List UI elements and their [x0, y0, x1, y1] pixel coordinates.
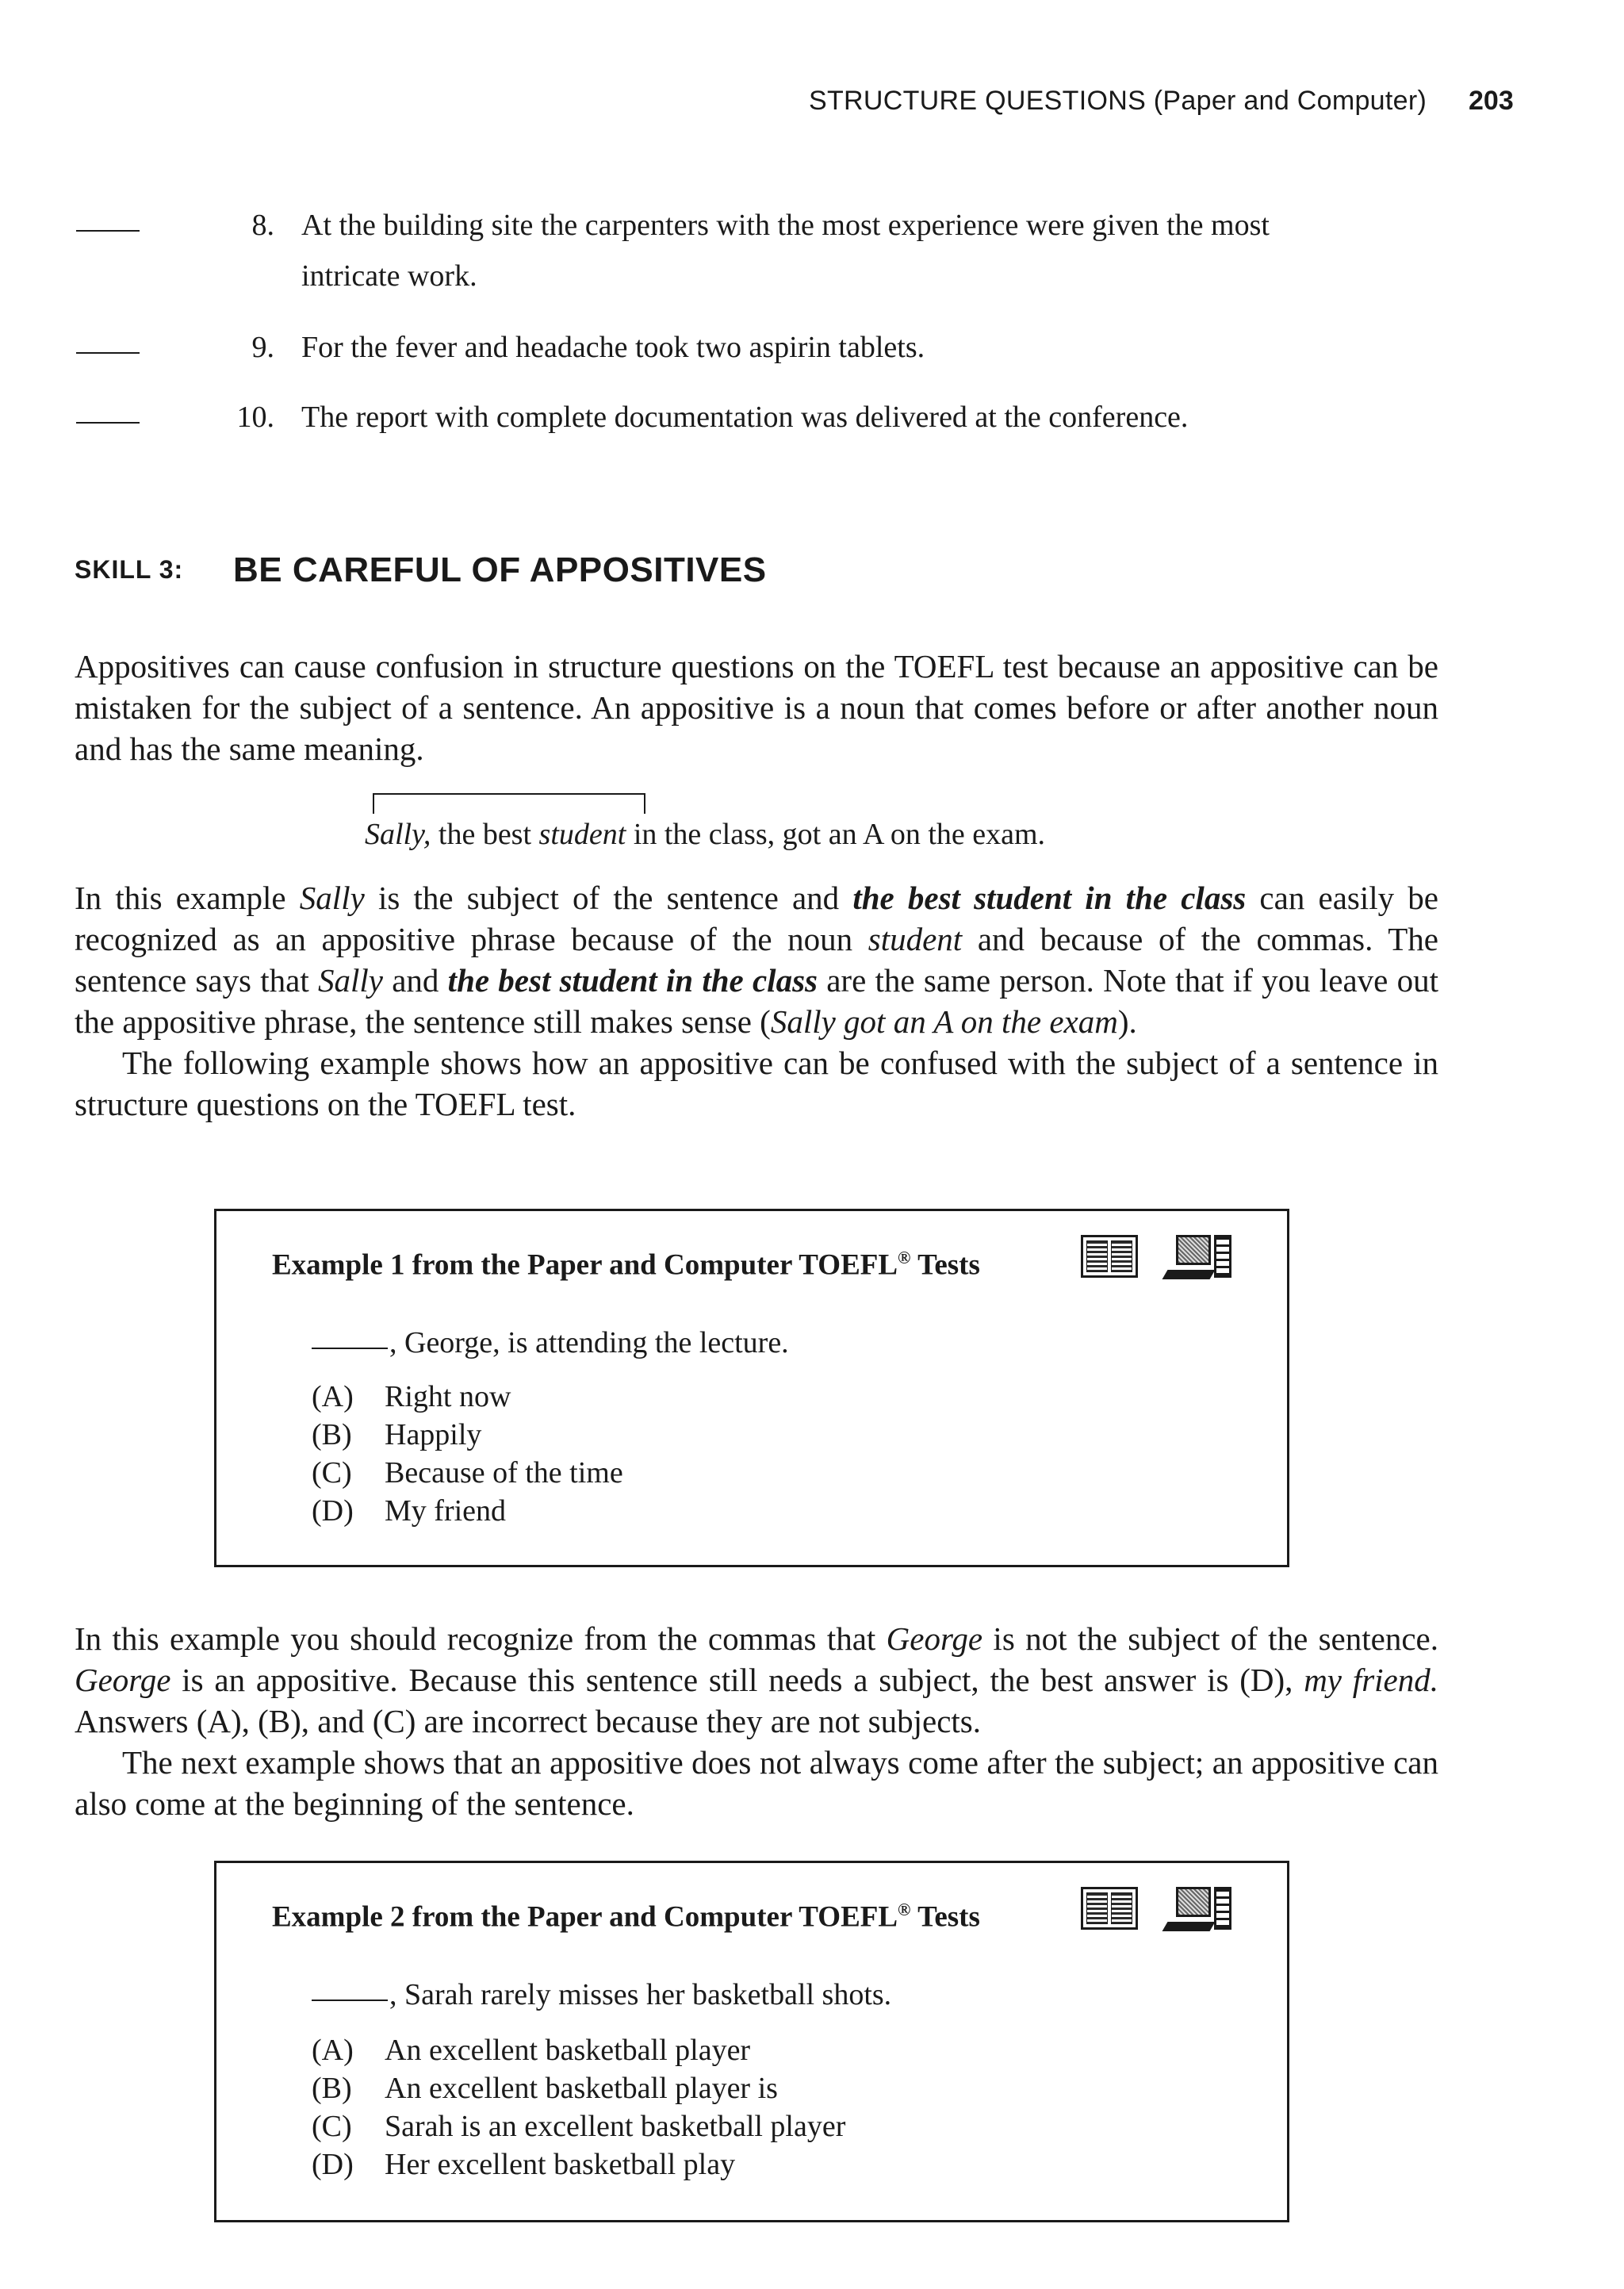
- format-icons: [1081, 1235, 1235, 1281]
- exercise-item-9: [76, 322, 1424, 373]
- example-1-title: Example 1 from the Paper and Computer TOEFL® Tests: [272, 1248, 980, 1282]
- option-b: (B) An excellent basketball player is: [312, 2072, 778, 2105]
- skill-heading: [75, 550, 767, 589]
- option-d: (D) Her excellent basketball play: [312, 2148, 736, 2181]
- option-a: (A) An excellent basketball player: [312, 2034, 751, 2067]
- example-2-stem: , Sarah rarely misses her basketball shots.: [312, 1977, 891, 2012]
- item-number: 10.: [236, 401, 274, 434]
- appositive-bracket: [373, 793, 645, 814]
- book-icon: [1081, 1235, 1138, 1278]
- example-2-box: [214, 1861, 1289, 2222]
- option-a: (A) Right now: [312, 1380, 511, 1413]
- running-head: STRUCTURE QUESTIONS (Paper and Computer): [809, 86, 1427, 116]
- option-c: (C) Sarah is an excellent basketball player: [312, 2110, 846, 2143]
- stem-blank: [312, 2000, 388, 2001]
- format-icons: [1081, 1887, 1235, 1933]
- skill-label: SKILL 3:: [75, 555, 184, 584]
- book-icon: [1081, 1887, 1138, 1930]
- option-d: (D) My friend: [312, 1494, 507, 1528]
- explanation-paragraph: In this example Sally is the subject of the sentence and the best student in the class can easily be recognized as an appositive phrase because of the noun student and because of the commas. The sentence says that Sally and the best student in the class are the same person. Note that if you leave out the appositive phrase, the sentence still makes sense (Sally got an A on the exam). The following example shows how an appositive can be confused with the subject of a sentence in structure questions on the TOEFL test.: [75, 880, 1439, 1122]
- item-number: 9.: [251, 331, 274, 364]
- example-1-stem: , George, is attending the lecture.: [312, 1325, 789, 1360]
- example-1-box: [214, 1209, 1289, 1567]
- example-2-options: [312, 2031, 845, 2184]
- page-number: 203: [1469, 86, 1514, 116]
- exercise-item-10: [76, 392, 1424, 443]
- item-number: 8.: [251, 209, 274, 242]
- computer-icon: [1165, 1887, 1235, 1933]
- computer-icon: [1165, 1235, 1235, 1281]
- item-text: For the fever and headache took two aspirin tablets.: [301, 331, 925, 364]
- option-c: (C) Because of the time: [312, 1456, 623, 1490]
- stem-blank: [312, 1348, 388, 1349]
- after-example-1-paragraph: In this example you should recognize from the commas that George is not the subject of the sentence. George is an appositive. Because this sentence still needs a subject, the best answer is (D), my friend. Answers (A), (B), and (C) are incorrect because they are not subjects. The next example shows that an appositive does not always come after the subject; an appositive can also come at the beginning of the sentence.: [75, 1620, 1438, 1822]
- item-text: At the building site the carpenters with the most experience were given the most intricate work.: [301, 209, 1270, 293]
- example-2-title: Example 2 from the Paper and Computer TOEFL® Tests: [272, 1900, 980, 1934]
- item-text: The report with complete documentation was delivered at the conference.: [301, 401, 1189, 434]
- skill-title: BE CAREFUL OF APPOSITIVES: [233, 550, 767, 589]
- exercise-item-8: [76, 200, 1424, 303]
- intro-paragraph: Appositives can cause confusion in structure questions on the TOEFL test because an appositive can be mistaken for the subject of a sentence. An appositive is a noun that comes before or after another noun and has the same meaning.: [75, 648, 1438, 767]
- example-1-options: [312, 1378, 623, 1530]
- example-sentence: Sally, the best student in the class, got an A on the exam.: [365, 818, 1046, 851]
- option-b: (B) Happily: [312, 1418, 482, 1451]
